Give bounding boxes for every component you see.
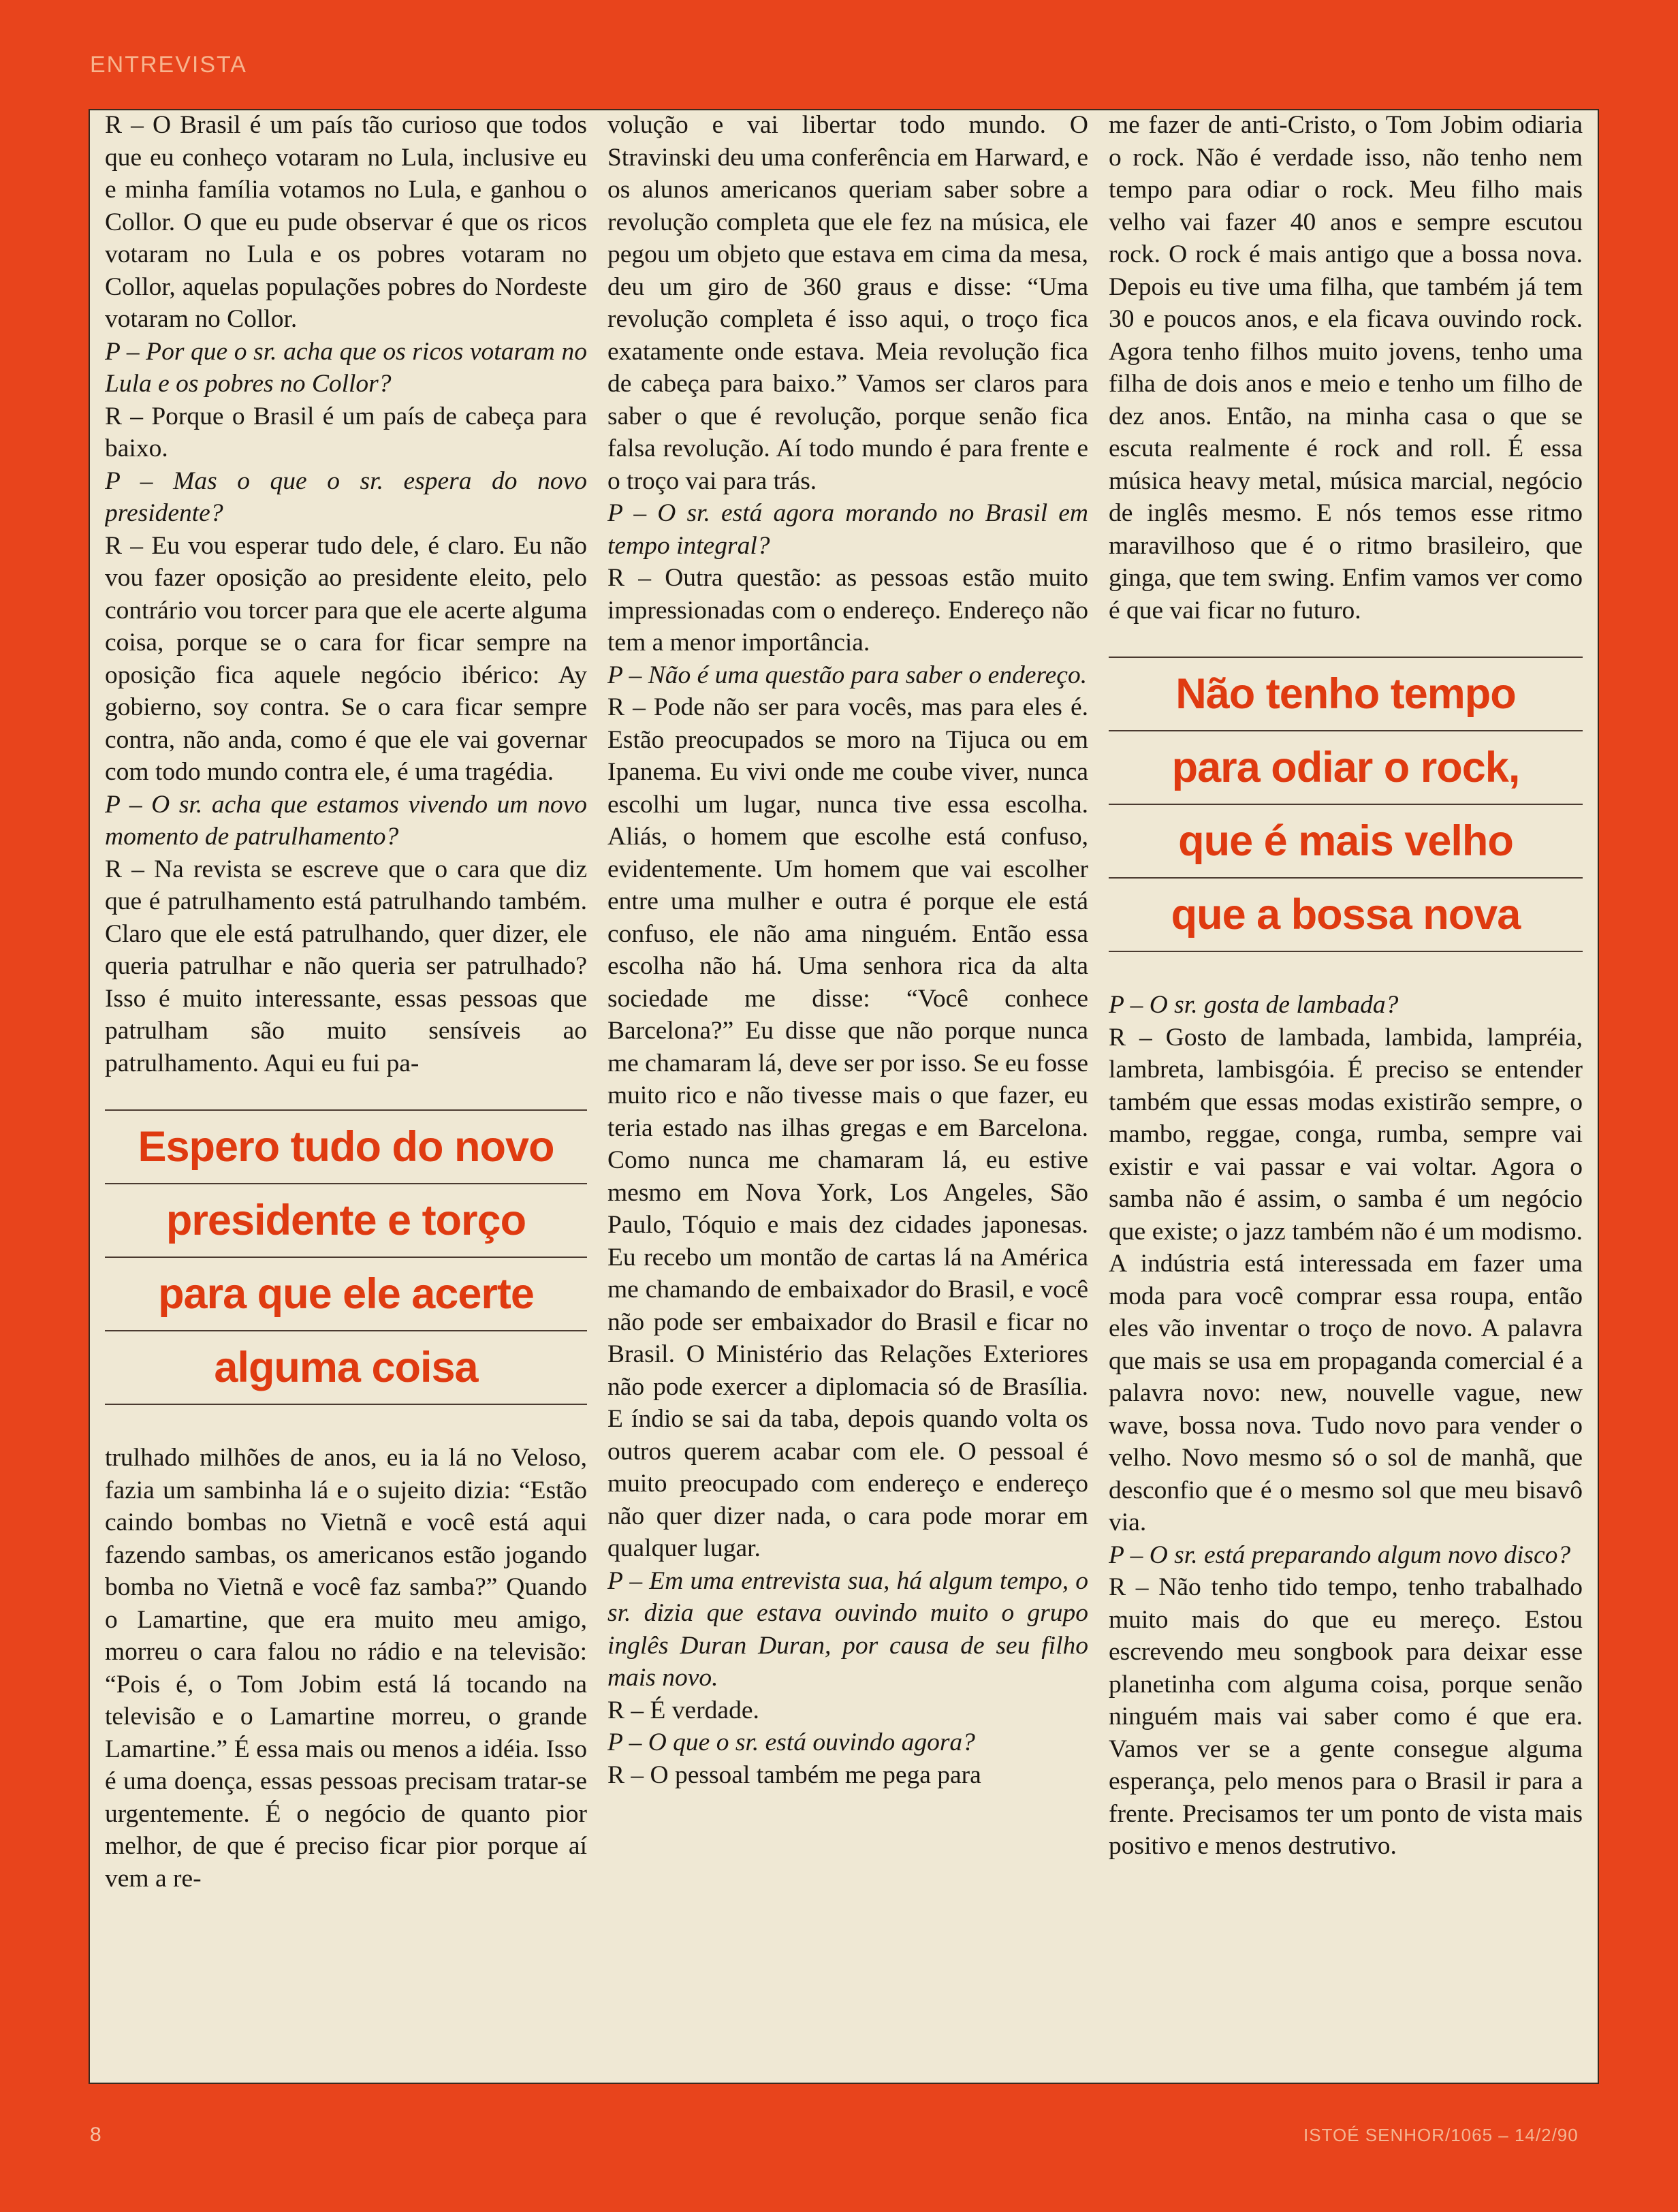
pull-quote-rock xyxy=(1109,657,1583,952)
pull-quote-line: para que ele acerte xyxy=(105,1257,587,1330)
answer-paragraph: trulhado milhões de anos, eu ia lá no Veloso, fazia um sambinha lá e o sujeito dizia: “Estão caindo bombas no Vietnã e você está aqui fazendo sambas, os americanos estão jogando bomba no Vietnã e você faz samba?” Quando o Lamartine, que era muito meu amigo, morreu o cara falou no rádio e na televisão: “Pois é, o Tom Jobim está lá tocando na televisão e o Lamartine morreu, o grande Lamartine.” É essa mais ou menos a idéia. Isso é uma doença, essas pessoas precisam tratar-se urgentemente. É o negócio de quanto pior melhor, de que é preciso ficar pior porque aí vem a re- xyxy=(105,1444,587,1893)
question-paragraph: P – O sr. gosta de lambada? xyxy=(1109,991,1399,1019)
column-3 xyxy=(1109,109,1583,2077)
pull-quote-president xyxy=(105,1109,587,1405)
answer-paragraph: R – Gosto de lambada, lambida, lampréia, lambreta, lambisgóia. É preciso se entender também que essas modas existirão sempre, o mambo, reggae, conga, rumba, sempre vai existir e vai passar e vai voltar. Agora o samba não é assim, o samba é um negócio que existe; o jazz também não é um modismo. A indústria está interessada em fazer uma moda para você comprar essa roupa, então eles vão inventar o troço de novo. A palavra que mais se usa em propaganda comercial é a palavra novo: new, nouvelle vague, new wave, bossa nova. Tudo novo para vender o velho. Novo mesmo só o sol de manhã, que desconfio que é o mesmo sol que meu bisavô via. xyxy=(1109,1023,1583,1536)
section-label: ENTREVISTA xyxy=(90,52,247,78)
answer-paragraph: volução e vai libertar todo mundo. O Stravinski deu uma conferência em Harward, e os alunos americanos queriam saber sobre a revolução completa que ele fez na música, ele pegou um objeto que estava em cima da mesa, deu um giro de 360 graus e disse: “Uma revolução completa é isso aqui, o troço fica exatamente onde estava. Meia revolução fica de cabeça para baixo.” Vamos ser claros para saber o que é revolução, porque senão fica falsa revolução. Aí todo mundo é para frente e o troço vai para trás. xyxy=(607,111,1088,495)
pull-quote-line: para odiar o rock, xyxy=(1109,730,1583,804)
pull-quote-line: Espero tudo do novo xyxy=(105,1109,587,1183)
pull-quote-line: que é mais velho xyxy=(1109,804,1583,877)
question-paragraph: P – Por que o sr. acha que os ricos votaram no Lula e os pobres no Collor? xyxy=(105,337,587,398)
answer-paragraph: R – Porque o Brasil é um país de cabeça para baixo. xyxy=(105,402,587,462)
article-panel xyxy=(89,109,1599,2084)
pull-quote-line: Não tenho tempo xyxy=(1109,657,1583,730)
pull-quote-line: que a bossa nova xyxy=(1109,877,1583,952)
question-paragraph: P – O que o sr. está ouvindo agora? xyxy=(607,1728,975,1756)
answer-paragraph: R – Pode não ser para vocês, mas para eles é. Estão preocupados se moro na Tijuca ou em Ipanema. Eu vivi onde me coube viver, nunca escolhi um lugar, nunca tive essa escolha. Aliás, o homem que escolhe está confuso, evidentemente. Um homem que vai escolher entre uma mulher e outra é porque ele está confuso, ele não ama ninguém. Então essa escolha não há. Uma senhora rica da alta sociedade me disse: “Você conhece Barcelona?” Eu disse que não porque nunca me chamaram lá, deve ser por isso. Se eu fosse muito rico e não tivesse mais o que fazer, eu teria estado nas ilhas gregas e em Barcelona. Como nunca me chamaram lá, eu estive mesmo em Nova York, Los Angeles, São Paulo, Tóquio e mais dez cidades japonesas. Eu recebo um montão de cartas lá na América me chamando de embaixador do Brasil, e você não pode ser embaixador do Brasil e ficar no Brasil. O Ministério das Relações Exteriores não pode exercer a diplomacia só de Brasília. E índio se sai da taba, depois quando volta os outros querem acabar com ele. O pessoal é muito preocupado com endereço e endereço não quer dizer nada, o cara pode morar em qualquer lugar. xyxy=(607,693,1088,1562)
answer-paragraph: R – Outra questão: as pessoas estão muito impressionadas com o endereço. Endereço não tem a menor importância. xyxy=(607,564,1088,657)
question-paragraph: P – O sr. está agora morando no Brasil em tempo integral? xyxy=(607,499,1088,560)
column-1 xyxy=(105,109,587,2077)
question-paragraph: P – Mas o que o sr. espera do novo presidente? xyxy=(105,467,587,527)
page-number: 8 xyxy=(90,2123,101,2146)
question-paragraph: P – Não é uma questão para saber o endereço. xyxy=(607,661,1088,689)
answer-paragraph: R – O Brasil é um país tão curioso que todos que eu conheço votaram no Lula, inclusive eu e minha família votamos no Lula, e ganhou o Collor. O que eu pude observar é que os ricos votaram no Lula e os pobres votaram no Collor, aquelas populações pobres do Nordeste votaram no Collor. xyxy=(105,111,587,333)
column-1-text-bottom xyxy=(105,1442,587,1895)
publication-footer: ISTOÉ SENHOR/1065 – 14/2/90 xyxy=(1303,2125,1579,2145)
column-3-text-top xyxy=(1109,109,1583,627)
answer-paragraph: me fazer de anti-Cristo, o Tom Jobim odiaria o rock. Não é verdade isso, não tenho nem tempo para odiar o rock. Meu filho mais velho vai fazer 40 anos e sempre escutou rock. O rock é mais antigo que a bossa nova. Depois eu tive uma filha, que também já tem 30 e poucos anos, e ela ficava ouvindo rock. Agora tenho filhos muito jovens, tenho uma filha de dois anos e meio e tenho um filho de dez anos. Então, na minha casa o que se escuta realmente é rock and roll. É essa música heavy metal, música marcial, negócio de inglês mesmo. E nós temos esse ritmo maravilhoso que é o ritmo brasileiro, que ginga, que tem swing. Enfim vamos ver como é que vai ficar no futuro. xyxy=(1109,111,1583,625)
column-2 xyxy=(607,109,1088,2077)
answer-paragraph: R – Eu vou esperar tudo dele, é claro. Eu não vou fazer oposição ao presidente eleito, pelo contrário vou torcer para que ele acerte alguma coisa, porque se o cara for ficar sempre na oposição fica aquele negócio ibérico: Ay gobierno, soy contra. Se o cara ficar sempre contra, não anda, como é que ele vai governar com todo mundo contra ele, é uma tragédia. xyxy=(105,531,587,786)
column-1-text-top xyxy=(105,109,587,1079)
question-paragraph: P – O sr. está preparando algum novo disco? xyxy=(1109,1540,1571,1569)
answer-paragraph: R – É verdade. xyxy=(607,1696,759,1724)
answer-paragraph: R – O pessoal também me pega para xyxy=(607,1760,981,1789)
answer-paragraph: R – Na revista se escreve que o cara que diz que é patrulhamento está patrulhando também. Claro que ele está patrulhando, quer dizer, ele queria patrulhar e não queria ser patrulhado? Isso é muito interessante, essas pessoas que patrulham são muito sensíveis ao patrulhamento. Aqui eu fui pa- xyxy=(105,855,587,1077)
question-paragraph: P – Em uma entrevista sua, há algum tempo, o sr. dizia que estava ouvindo muito o grupo inglês Duran Duran, por causa de seu filho mais novo. xyxy=(607,1566,1088,1692)
answer-paragraph: R – Não tenho tido tempo, tenho trabalhado muito mais do que eu mereço. Estou escrevendo meu songbook para deixar esse planetinha com alguma coisa, porque senão ninguém mais vai saber como é que era. Vamos ver se a gente consegue alguma esperança, pelo menos para o Brasil ir para a frente. Precisamos ter um ponto de vista mais positivo e menos destrutivo. xyxy=(1109,1573,1583,1860)
pull-quote-line: presidente e torço xyxy=(105,1183,587,1257)
question-paragraph: P – O sr. acha que estamos vivendo um novo momento de patrulhamento? xyxy=(105,790,587,851)
pull-quote-line: alguma coisa xyxy=(105,1330,587,1405)
column-2-text xyxy=(607,109,1088,1791)
column-3-text-bottom xyxy=(1109,989,1583,1863)
